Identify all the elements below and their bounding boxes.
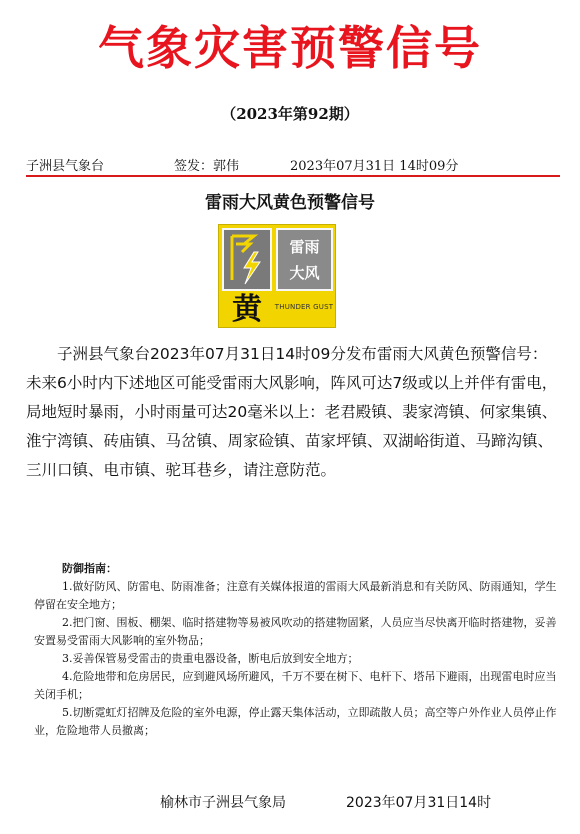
defense-guide: [34, 560, 558, 740]
guide-item: 5.切断霓虹灯招牌及危险的室外电源，停止露天集体活动，立即疏散人员；高空等户外作业人员停止作业，危险地带人员撤离；: [34, 706, 557, 737]
guide-item: 4.危险地带和危房居民，应到避风场所避风，千万不要在树下、电杆下、塔吊下避雨，出现雷电时应当关闭手机；: [34, 670, 557, 701]
warning-badge: [218, 224, 336, 328]
signer-name: 签发：郭伟: [174, 158, 240, 174]
level-character: 黄: [232, 292, 262, 327]
english-label: THUNDER GUST: [274, 303, 334, 311]
masthead-title: 气象灾害预警信号: [98, 21, 482, 75]
footer: [160, 792, 560, 812]
warning-headline: 雷雨大风黄色预警信号: [205, 193, 375, 213]
red-divider: [26, 175, 560, 177]
hazard-name-line2: 大风: [289, 264, 320, 282]
guide-item: 3.妥善保管易受雷击的贵重电器设备，断电后放到安全地方；: [62, 652, 359, 665]
guide-item: 1.做好防风、防雷电、防雨准备；注意有关媒体报道的雷雨大风最新消息和有关防风、防雨通知，学生停留在安全地方；: [34, 580, 557, 611]
issue-time: 2023年07月31日 14时09分: [290, 158, 459, 174]
footer-org: 榆林市子洲县气象局: [160, 795, 286, 811]
lightning-wind-icon: [222, 228, 272, 291]
issue-number: （2023年第92期）: [221, 105, 359, 123]
warning-body: 子洲县气象台2023年07月31日14时09分发布雷雨大风黄色预警信号：未来6小时内下述地区可能受雷雨大风影响，阵风可达7级或以上并伴有雷电，局地短时暴雨，小时雨量可达20毫米以上：老君殿镇、裴家湾镇、何家集镇、淮宁湾镇、砖庙镇、马岔镇、周家硷镇、苗家坪镇、双湖峪街道、马蹄沟镇、三川口镇、电市镇、驼耳巷乡，请注意防范。: [26, 345, 558, 479]
guide-title: 防御指南：: [62, 562, 117, 575]
footer-date: 2023年07月31日14时: [346, 795, 492, 811]
hazard-name-line1: 雷雨: [289, 238, 320, 256]
meta-line: [26, 153, 560, 175]
issuer-name: 子洲县气象台: [26, 158, 105, 174]
guide-item: 2.把门窗、围板、棚架、临时搭建物等易被风吹动的搭建物固紧，人员应当尽快离开临时搭建物，妥善安置易受雷雨大风影响的室外物品；: [34, 616, 557, 647]
hazard-name: [276, 228, 333, 291]
